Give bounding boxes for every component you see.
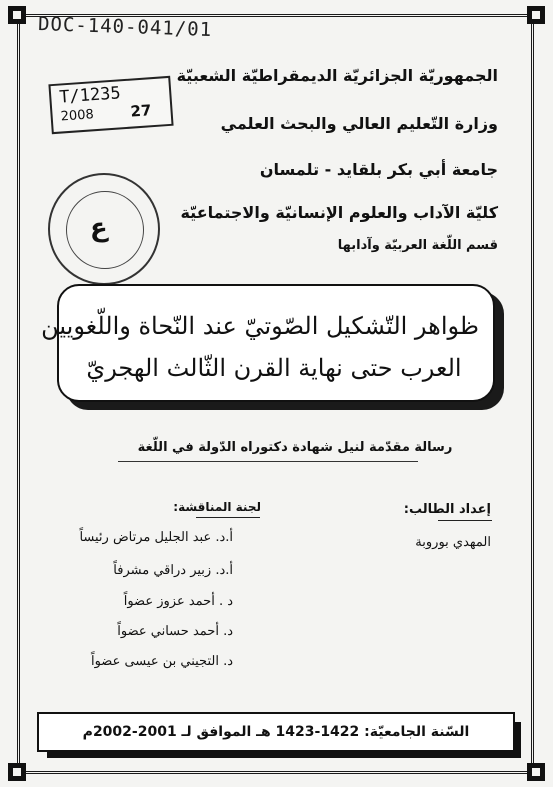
header-university: جامعة أبي بكر بلقايد - تلمسان [259, 160, 498, 179]
header-republic: الجمهوريّة الجزائريّة الديمقراطيّة الشعبيّة [176, 66, 498, 85]
stamp-inventory-number: T/1235 [58, 83, 122, 108]
academic-year: السّنة الجامعيّة: 1422-1423 هـ الموافق لـ 2001-2002م [82, 724, 470, 740]
corner-ornament [8, 6, 26, 24]
stamp-day: 27 [129, 101, 152, 121]
committee-member: د. أحمد حساني عضواً [117, 624, 233, 639]
header-department: قسم اللّغة العربيّة وآدابها [337, 238, 498, 253]
header-faculty: كليّة الآداب والعلوم الإنسانيّة والاجتماعيّة [180, 203, 498, 222]
committee-label-underline [196, 517, 260, 518]
academic-year-box [37, 712, 515, 752]
seal-emblem-icon: ﻉ [90, 213, 108, 243]
faculty-seal [48, 173, 160, 285]
student-label: إعداد الطالب: [403, 502, 491, 517]
thesis-title-line-2: العرب حتى نهاية القرن الثّالث الهجريّ [86, 354, 462, 382]
student-label-underline [438, 520, 492, 521]
corner-ornament [527, 6, 545, 24]
committee-member: أ.د. عبد الجليل مرتاض رئيساً [79, 530, 233, 545]
committee-label: لجنة المناقشة: [173, 500, 261, 514]
stamp-date: 2008 [60, 107, 95, 125]
committee-member: أ.د. زبير دراقي مشرفاً [113, 563, 233, 578]
archive-code: DOC-140-041/01 [37, 12, 213, 42]
degree-subtitle: رسالة مقدّمة لنيل شهادة دكتوراه الدّولة في اللّغة [137, 440, 453, 455]
subtitle-underline [118, 461, 418, 462]
student-name: المهدي بوروبة [415, 535, 491, 550]
committee-member: د. التجيني بن عيسى عضواً [90, 654, 233, 669]
inventory-stamp [48, 76, 173, 134]
committee-member: د . أحمد عزوز عضواً [123, 594, 233, 609]
thesis-title-box [41, 284, 495, 402]
corner-ornament [527, 763, 545, 781]
header-ministry: وزارة التّعليم العالي والبحث العلمي [220, 114, 498, 133]
corner-ornament [8, 763, 26, 781]
thesis-title-line-1: ظواهر التّشكيل الصّوتيّ عند النّحاة واللّغويين [41, 312, 479, 340]
